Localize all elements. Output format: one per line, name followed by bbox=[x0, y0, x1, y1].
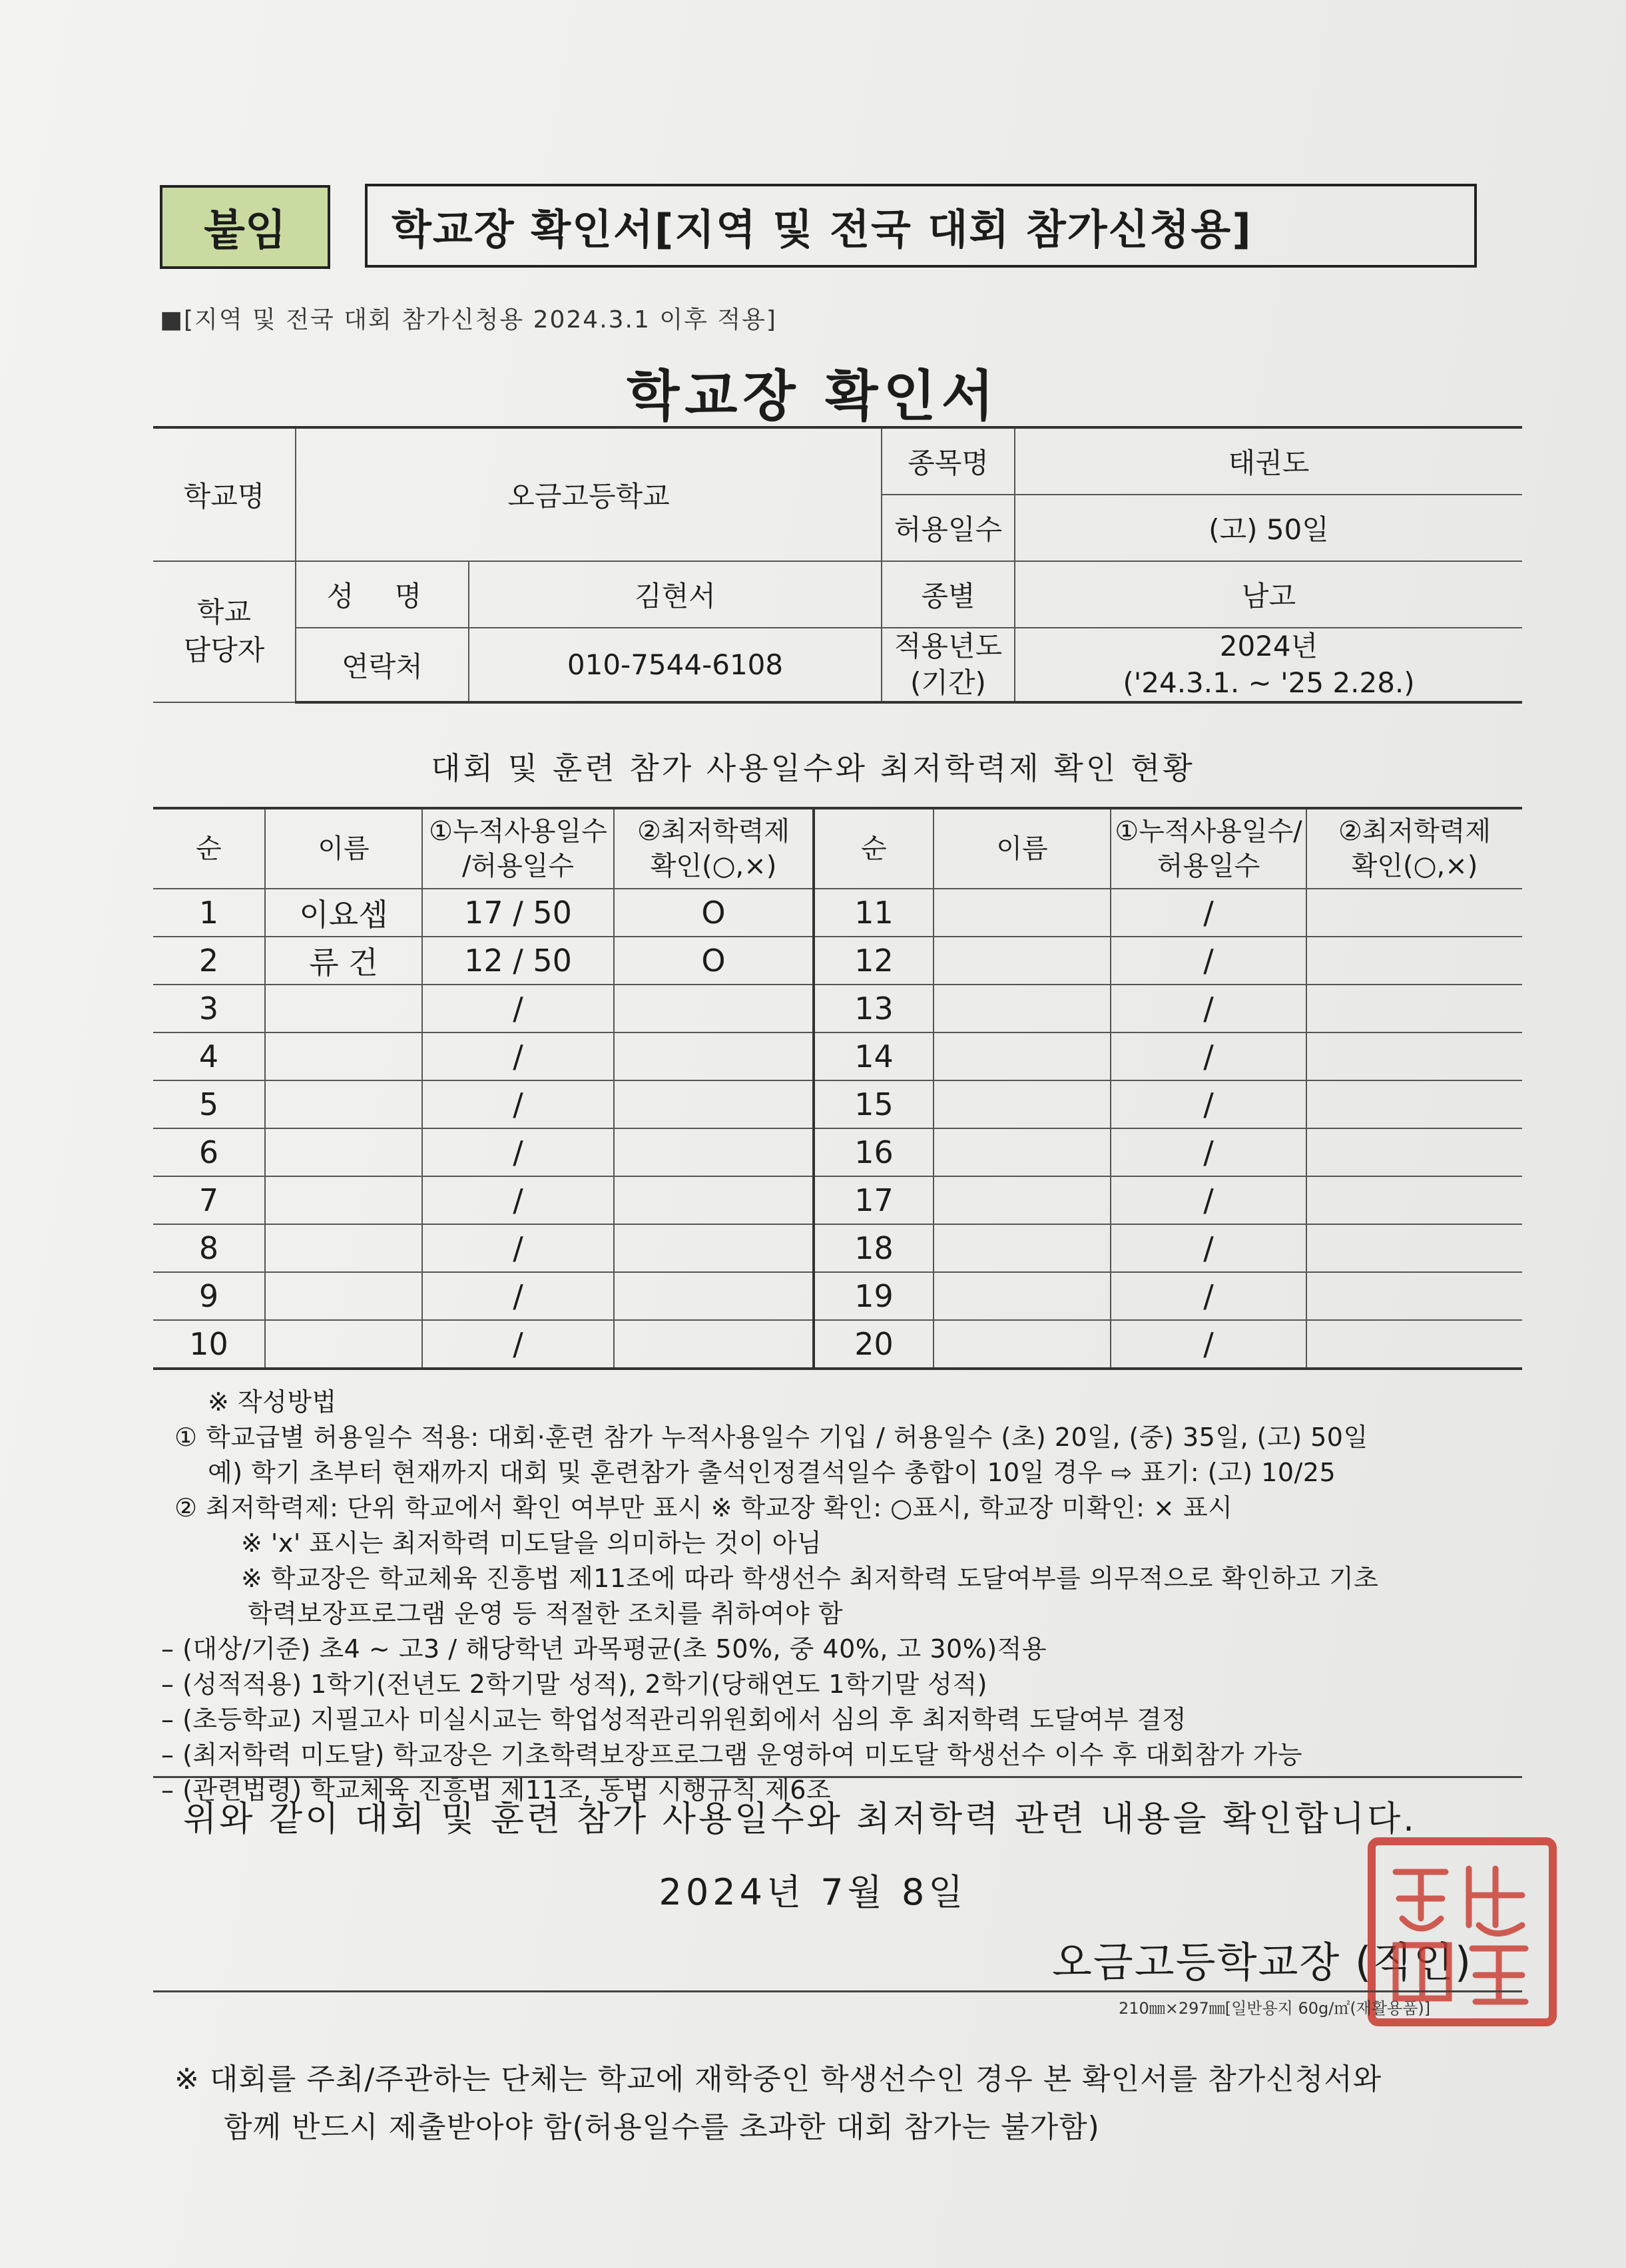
days-used: 12 / 50 bbox=[422, 937, 614, 985]
days-used: / bbox=[422, 1128, 614, 1176]
student-name-right bbox=[934, 1032, 1111, 1080]
document-title: 학교장 확인서 bbox=[627, 365, 999, 428]
instruction-line: – (초등학교) 지필고사 미실시교는 학업성적관리위원회에서 심의 후 최저학력 도달여부 결정 bbox=[161, 1705, 1187, 1734]
instruction-line: – (최저학력 미도달) 학교장은 기초학력보장프로그램 운영하여 미도달 학생선수 이수 후 대회참가 가능 bbox=[161, 1740, 1303, 1769]
min-achievement bbox=[614, 1128, 814, 1176]
divider-bottom bbox=[153, 1990, 1522, 1992]
submission-notice bbox=[174, 2056, 1382, 2152]
instruction-line: ※ 'x' 표시는 최저학력 미도달을 의미하는 것이 아님 bbox=[241, 1528, 822, 1558]
min-achievement-right bbox=[1306, 1176, 1522, 1224]
instruction-line: – (성적적용) 1학기(전년도 2학기말 성적), 2학기(당해연도 1학기말 성적) bbox=[161, 1670, 987, 1699]
manager-label-line2: 담당자 bbox=[183, 634, 265, 667]
applicability-note: ■[지역 및 전국 대회 참가신청용 2024.3.1 이후 적용] bbox=[160, 306, 777, 334]
event-value: 태권도 bbox=[1015, 427, 1522, 495]
row-number: 4 bbox=[153, 1032, 265, 1080]
min-achievement bbox=[614, 1032, 814, 1080]
year-label-line2: (기간) bbox=[910, 666, 986, 699]
paper-spec: 210㎜×297㎜[일반용지 60g/㎡(재활용품)] bbox=[1119, 1999, 1431, 2018]
days-used-right: / bbox=[1111, 889, 1306, 937]
header-min bbox=[614, 808, 814, 889]
min-achievement-right bbox=[1306, 1128, 1522, 1176]
header-days-right-line1: ①누적사용일수/ bbox=[1115, 816, 1302, 847]
year-label-line1: 적용년도 bbox=[894, 630, 1003, 662]
days-used-right: / bbox=[1111, 1080, 1306, 1128]
min-achievement-right bbox=[1306, 1224, 1522, 1272]
roster-table bbox=[153, 807, 1522, 1370]
row-number-right: 11 bbox=[814, 889, 934, 937]
header-days-line1: ①누적사용일수 bbox=[429, 816, 607, 847]
year-value-line2: ('24.3.1. ~ '25 2.28.) bbox=[1123, 666, 1415, 699]
instruction-line: ※ 학교장은 학교체육 진흥법 제11조에 따라 학생선수 최저학력 도달여부를 의무적으로 확인하고 기초 bbox=[241, 1564, 1379, 1593]
days-used: / bbox=[422, 985, 614, 1032]
table-row bbox=[153, 1272, 1522, 1320]
row-number-right: 14 bbox=[814, 1032, 934, 1080]
writing-instructions bbox=[161, 1385, 1379, 1808]
allowed-days-label: 허용일수 bbox=[882, 495, 1015, 561]
submission-notice-line2: 함께 반드시 제출받아야 함(허용일수를 초과한 대회 참가는 불가함) bbox=[224, 2110, 1100, 2144]
days-used-right: / bbox=[1111, 1128, 1306, 1176]
days-used: / bbox=[422, 1272, 614, 1320]
issue-date: 2024년 7월 8일 bbox=[659, 1871, 967, 1913]
days-used-right: / bbox=[1111, 1320, 1306, 1369]
table-row bbox=[153, 1224, 1522, 1272]
days-used-right: / bbox=[1111, 1176, 1306, 1224]
student-name bbox=[265, 1320, 422, 1369]
min-achievement: O bbox=[614, 937, 814, 985]
instruction-line: 학력보장프로그램 운영 등 적절한 조치를 취하여야 함 bbox=[248, 1599, 844, 1628]
row-number: 8 bbox=[153, 1224, 265, 1272]
attachment-tag: 붙임 bbox=[160, 185, 330, 269]
manager-name-value: 김현서 bbox=[469, 561, 882, 628]
row-number-right: 18 bbox=[814, 1224, 934, 1272]
min-achievement-right bbox=[1306, 1032, 1522, 1080]
student-name bbox=[265, 1128, 422, 1176]
instruction-line: – (관련법령) 학교체육 진흥법 제11조, 동법 시행규칙 제6조 bbox=[161, 1775, 832, 1805]
student-name bbox=[265, 1176, 422, 1224]
submission-notice-line1: ※ 대회를 주최/주관하는 단체는 학교에 재학중인 학생선수인 경우 본 확인서를 참가신청서와 bbox=[174, 2062, 1382, 2096]
row-number: 5 bbox=[153, 1080, 265, 1128]
event-label: 종목명 bbox=[882, 427, 1015, 495]
row-number-right: 17 bbox=[814, 1176, 934, 1224]
school-info-table bbox=[153, 426, 1522, 704]
student-name bbox=[265, 1224, 422, 1272]
student-name-right bbox=[934, 1272, 1111, 1320]
instruction-line: – (대상/기준) 초4 ~ 고3 / 해당학년 과목평균(초 50%, 중 40%, 고 30%)적용 bbox=[161, 1634, 1047, 1664]
manager-label-line1: 학교 bbox=[196, 596, 252, 629]
student-name-right bbox=[934, 1080, 1111, 1128]
document-banner-title: 학교장 확인서[지역 및 전국 대회 참가신청용] bbox=[365, 184, 1477, 268]
header-min-line2: 확인(○,×) bbox=[650, 851, 777, 881]
table-row bbox=[153, 1128, 1522, 1176]
row-number-right: 15 bbox=[814, 1080, 934, 1128]
confirmation-statement: 위와 같이 대회 및 훈련 참가 사용일수와 최저학력 관련 내용을 확인합니다. bbox=[183, 1799, 1417, 1839]
student-name-right bbox=[934, 1320, 1111, 1369]
table-row bbox=[153, 1032, 1522, 1080]
days-used: / bbox=[422, 1032, 614, 1080]
row-number: 2 bbox=[153, 937, 265, 985]
days-used: / bbox=[422, 1176, 614, 1224]
min-achievement-right bbox=[1306, 1080, 1522, 1128]
gender-value: 남고 bbox=[1015, 561, 1522, 628]
header-days-right-line2: 허용일수 bbox=[1157, 851, 1260, 881]
student-name: 류 건 bbox=[265, 937, 422, 985]
header-min-right bbox=[1306, 808, 1522, 889]
days-used-right: / bbox=[1111, 1224, 1306, 1272]
row-number: 9 bbox=[153, 1272, 265, 1320]
student-name-right bbox=[934, 1176, 1111, 1224]
table-row bbox=[153, 1320, 1522, 1369]
row-number-right: 19 bbox=[814, 1272, 934, 1320]
table-row bbox=[153, 889, 1522, 937]
student-name-right bbox=[934, 985, 1111, 1032]
row-number-right: 16 bbox=[814, 1128, 934, 1176]
days-used: / bbox=[422, 1080, 614, 1128]
school-name-value: 오금고등학교 bbox=[296, 427, 882, 561]
table-row bbox=[153, 1080, 1522, 1128]
row-number: 10 bbox=[153, 1320, 265, 1369]
school-name-label: 학교명 bbox=[153, 427, 296, 561]
principal-signature-line: 오금고등학교장 (직인) bbox=[1052, 1938, 1473, 1986]
contact-value: 010-7544-6108 bbox=[469, 628, 882, 702]
min-achievement-right bbox=[1306, 937, 1522, 985]
row-number: 3 bbox=[153, 985, 265, 1032]
table-row bbox=[153, 985, 1522, 1032]
roster-header-row bbox=[153, 808, 1522, 889]
student-name-right bbox=[934, 1224, 1111, 1272]
student-name-right bbox=[934, 937, 1111, 985]
year-value-line1: 2024년 bbox=[1219, 630, 1318, 662]
roster-subtitle: 대회 및 훈련 참가 사용일수와 최저학력제 확인 현황 bbox=[431, 750, 1195, 786]
min-achievement-right bbox=[1306, 1320, 1522, 1369]
min-achievement bbox=[614, 1176, 814, 1224]
days-used-right: / bbox=[1111, 937, 1306, 985]
min-achievement: O bbox=[614, 889, 814, 937]
days-used: / bbox=[422, 1224, 614, 1272]
header-min-right-line1: ②최저학력제 bbox=[1338, 816, 1491, 847]
days-used-right: / bbox=[1111, 1272, 1306, 1320]
student-name: 이요셉 bbox=[265, 889, 422, 937]
manager-name-label: 성 명 bbox=[296, 561, 469, 628]
header-days-right bbox=[1111, 808, 1306, 889]
min-achievement-right bbox=[1306, 985, 1522, 1032]
row-number-right: 20 bbox=[814, 1320, 934, 1369]
header-days bbox=[422, 808, 614, 889]
days-used-right: / bbox=[1111, 1032, 1306, 1080]
allowed-days-value: (고) 50일 bbox=[1015, 495, 1522, 561]
student-name-right bbox=[934, 1128, 1111, 1176]
manager-label bbox=[153, 561, 296, 702]
row-number: 7 bbox=[153, 1176, 265, 1224]
header-min-right-line2: 확인(○,×) bbox=[1351, 851, 1478, 881]
row-number: 6 bbox=[153, 1128, 265, 1176]
year-value bbox=[1015, 628, 1522, 702]
row-number: 1 bbox=[153, 889, 265, 937]
instruction-line: ② 최저학력제: 단위 학교에서 확인 여부만 표시 ※ 학교장 확인: ○표시, 학교장 미확인: × 표시 bbox=[174, 1493, 1233, 1522]
year-label bbox=[882, 628, 1015, 702]
instruction-line: ※ 작성방법 bbox=[208, 1387, 337, 1417]
min-achievement bbox=[614, 1224, 814, 1272]
header-name-right: 이름 bbox=[934, 808, 1111, 889]
instruction-line: ① 학교급별 허용일수 적용: 대회·훈련 참가 누적사용일수 기입 / 허용일수 (초) 20일, (중) 35일, (고) 50일 bbox=[174, 1423, 1368, 1452]
student-name-right bbox=[934, 889, 1111, 937]
row-number-right: 13 bbox=[814, 985, 934, 1032]
min-achievement-right bbox=[1306, 1272, 1522, 1320]
days-used: / bbox=[422, 1320, 614, 1369]
gender-label: 종별 bbox=[882, 561, 1015, 628]
student-name bbox=[265, 1080, 422, 1128]
student-name bbox=[265, 1032, 422, 1080]
min-achievement bbox=[614, 985, 814, 1032]
table-row bbox=[153, 937, 1522, 985]
instruction-line: 예) 학기 초부터 현재까지 대회 및 훈련참가 출석인정결석일수 총합이 10일 경우 ⇨ 표기: (고) 10/25 bbox=[208, 1458, 1336, 1487]
min-achievement-right bbox=[1306, 889, 1522, 937]
student-name bbox=[265, 1272, 422, 1320]
student-name bbox=[265, 985, 422, 1032]
min-achievement bbox=[614, 1272, 814, 1320]
header-no: 순 bbox=[153, 808, 265, 889]
row-number-right: 12 bbox=[814, 937, 934, 985]
min-achievement bbox=[614, 1080, 814, 1128]
days-used-right: / bbox=[1111, 985, 1306, 1032]
contact-label: 연락처 bbox=[296, 628, 469, 702]
divider-top bbox=[153, 1776, 1522, 1778]
header-name: 이름 bbox=[265, 808, 422, 889]
header-min-line1: ②최저학력제 bbox=[637, 816, 790, 847]
days-used: 17 / 50 bbox=[422, 889, 614, 937]
header-no-right: 순 bbox=[814, 808, 934, 889]
min-achievement bbox=[614, 1320, 814, 1369]
table-row bbox=[153, 1176, 1522, 1224]
header-days-line2: /허용일수 bbox=[461, 851, 575, 881]
